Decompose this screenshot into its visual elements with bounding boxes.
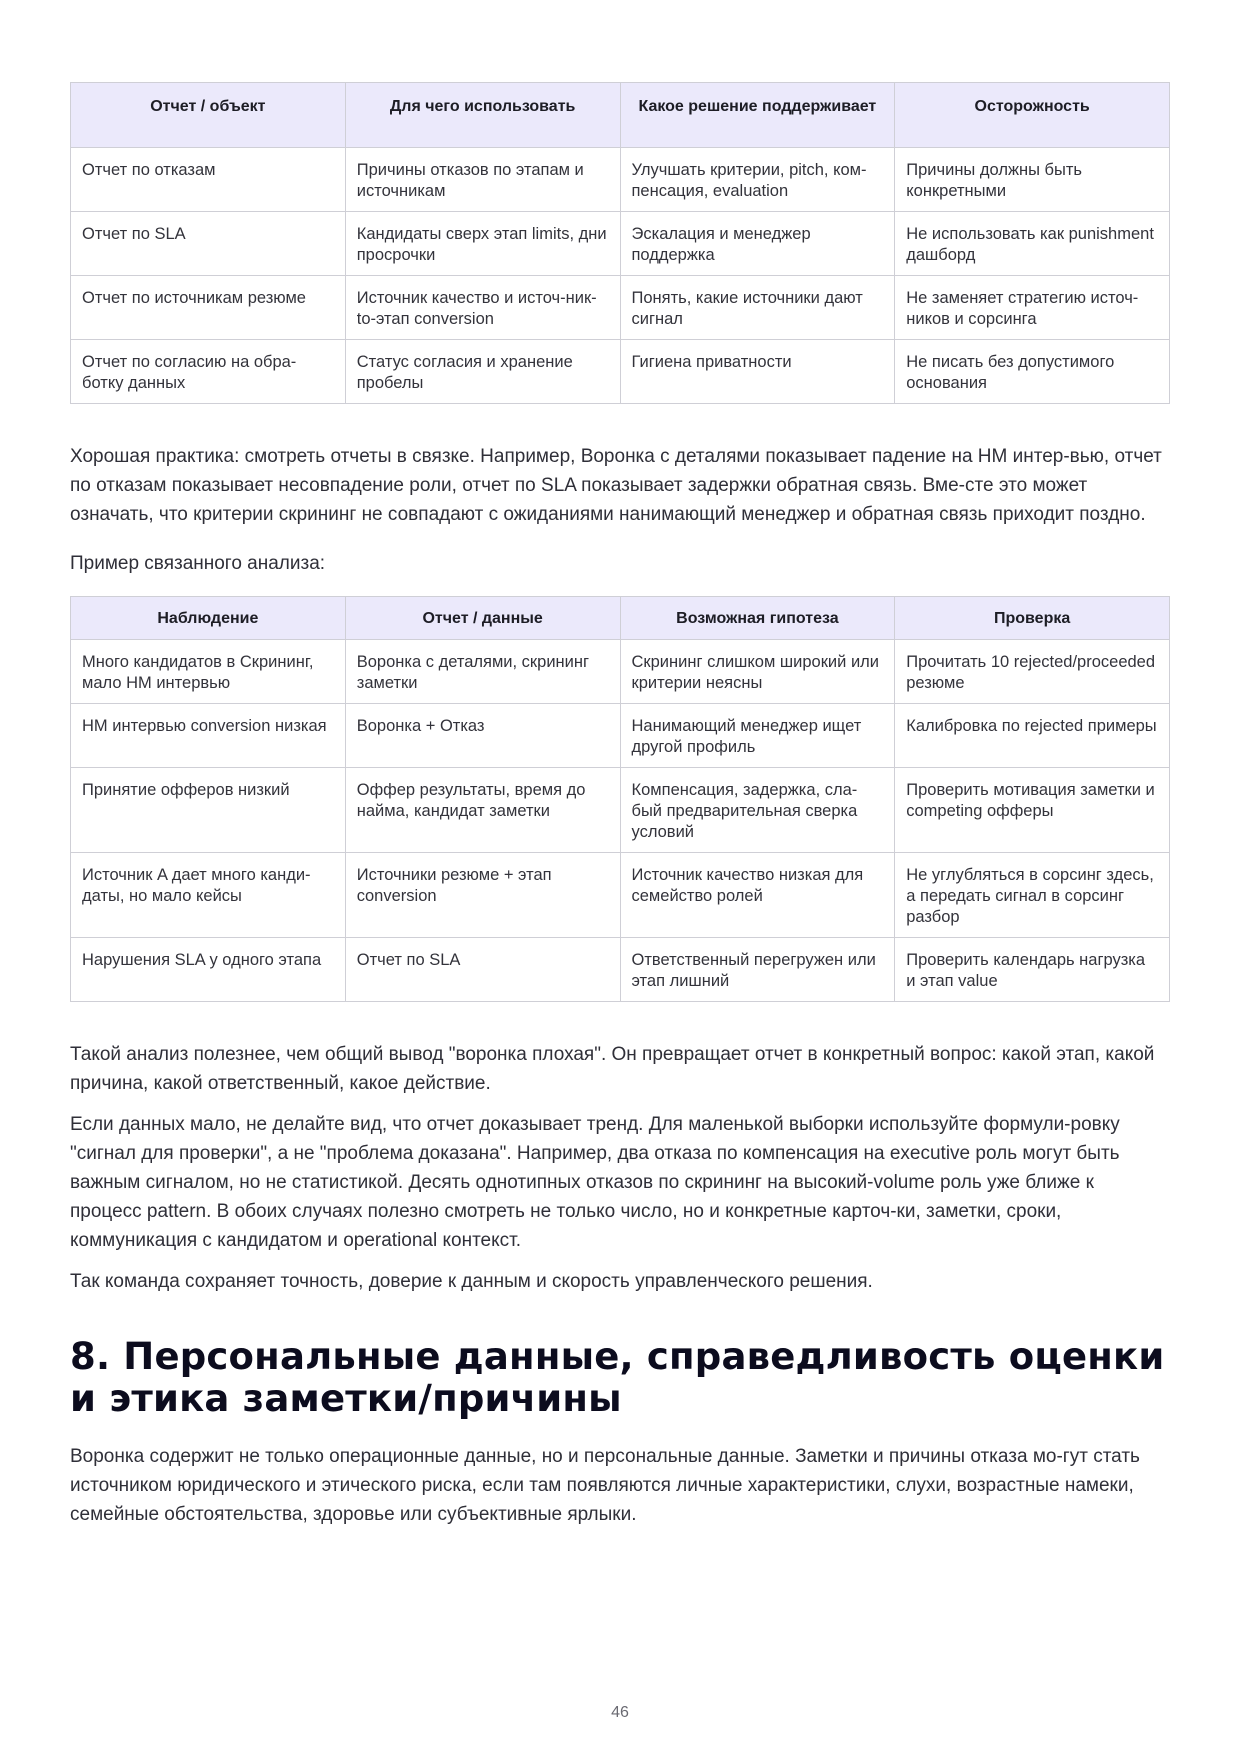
paragraph: Хорошая практика: смотреть отчеты в связке. Например, Воронка с деталями показывает падение на HM интер-вью, отчет по отказам показывает несовпадение роли, отчет по SLA показывает задержки обратная связь. Вме-сте это может означать, что критерии скрининг не совпадают с ожиданиями нанимающий менеджер и обратная связь приходит поздно. [70, 446, 1162, 525]
table-cell: Отчет по SLA [345, 938, 620, 1002]
table-cell: Воронка с деталями, скрининг заметки [345, 640, 620, 704]
table-cell: Оффер результаты, время до найма, кандидат заметки [345, 768, 620, 853]
table-row [71, 853, 1170, 938]
table-cell: Понять, какие источники дают сигнал [620, 276, 895, 340]
table-header-cell: Проверка [895, 597, 1170, 640]
table-cell: Нарушения SLA у одного этапа [71, 938, 346, 1002]
table-cell: Компенсация, задержка, сла-бый предварительная сверка условий [620, 768, 895, 853]
paragraph: Воронка содержит не только операционные данные, но и персональные данные. Заметки и причины отказа мо-гут стать источником юридического и этического риска, если там появляются личные характеристики, слухи, возрастные намеки, семейные обстоятельства, здоровье или субъективные ярлыки. [70, 1446, 1140, 1525]
table-cell: Кандидаты сверх этап limits, дни просрочки [345, 212, 620, 276]
table-cell: Улучшать критерии, pitch, ком-пенсация, evaluation [620, 148, 895, 212]
analysis-table [70, 596, 1170, 1002]
page-number: 46 [611, 1704, 629, 1721]
table-cell: Не заменяет стратегию источ-ников и сорсинга [895, 276, 1170, 340]
paragraph: Такой анализ полезнее, чем общий вывод "воронка плохая". Он превращает отчет в конкретный вопрос: какой этап, какой причина, какой ответственный, какое действие. [70, 1044, 1155, 1094]
table-cell: Прочитать 10 rejected/proceeded резюме [895, 640, 1170, 704]
table-cell: Причины должны быть конкретными [895, 148, 1170, 212]
table-cell: Принятие офферов низкий [71, 768, 346, 853]
table-header-row [71, 83, 1170, 148]
table-cell: Отчет по источникам резюме [71, 276, 346, 340]
page-content [70, 82, 1170, 1529]
table-header-cell: Осторожность [895, 83, 1170, 148]
table-row [71, 640, 1170, 704]
table-row [71, 148, 1170, 212]
paragraph: Так команда сохраняет точность, доверие к данным и скорость управленческого решения. [70, 1271, 873, 1292]
table-header-cell: Возможная гипотеза [620, 597, 895, 640]
table-row [71, 276, 1170, 340]
table-row [71, 340, 1170, 404]
table-cell: Эскалация и менеджер поддержка [620, 212, 895, 276]
table-cell: Источник качество низкая для семейство ролей [620, 853, 895, 938]
table-row [71, 704, 1170, 768]
table-cell: Отчет по SLA [71, 212, 346, 276]
table-cell: HM интервью conversion низкая [71, 704, 346, 768]
paragraph: Если данных мало, не делайте вид, что отчет доказывает тренд. Для маленькой выборки используйте формули-ровку "сигнал для проверки", а не "проблема доказана". Например, два отказа по компенсация на executive роль могут быть важным сигналом, но не статистикой. Десять однотипных отказов по скрининг на высокий-volume роль уже ближе к процесс pattern. В обоих случаях полезно смотреть не только число, но и конкретные карточ-ки, заметки, сроки, коммуникация с кандидатом и operational контекст. [70, 1114, 1120, 1251]
table-cell: Много кандидатов в Скрининг, мало HM интервью [71, 640, 346, 704]
table-header-cell: Отчет / объект [71, 83, 346, 148]
table-cell: Скрининг слишком широкий или критерии неясны [620, 640, 895, 704]
table-cell: Источники резюме + этап conversion [345, 853, 620, 938]
table-cell: Отчет по отказам [71, 148, 346, 212]
table-row [71, 768, 1170, 853]
table-cell: Проверить календарь нагрузка и этап value [895, 938, 1170, 1002]
table-cell: Калибровка по rejected примеры [895, 704, 1170, 768]
table-header-row [71, 597, 1170, 640]
section-heading: 8. Персональные данные, справедливость оценки и этика заметки/причины [70, 1335, 1165, 1420]
table-row [71, 938, 1170, 1002]
table-header-cell: Наблюдение [71, 597, 346, 640]
table-cell: Ответственный перегружен или этап лишний [620, 938, 895, 1002]
table-cell: Отчет по согласию на обра-ботку данных [71, 340, 346, 404]
table-cell: Не углубляться в сорсинг здесь, а передать сигнал в сорсинг разбор [895, 853, 1170, 938]
table-cell: Статус согласия и хранение пробелы [345, 340, 620, 404]
table-row [71, 212, 1170, 276]
table-cell: Гигиена приватности [620, 340, 895, 404]
table-cell: Источник A дает много канди-даты, но мало кейсы [71, 853, 346, 938]
table-cell: Не писать без допустимого основания [895, 340, 1170, 404]
table-header-cell: Какое решение поддерживает [620, 83, 895, 148]
table-header-cell: Отчет / данные [345, 597, 620, 640]
table-cell: Нанимающий менеджер ищет другой профиль [620, 704, 895, 768]
table-cell: Воронка + Отказ [345, 704, 620, 768]
table-cell: Источник качество и источ-ник-to-этап conversion [345, 276, 620, 340]
table-cell: Причины отказов по этапам и источникам [345, 148, 620, 212]
table-cell: Не использовать как punishment дашборд [895, 212, 1170, 276]
table-header-cell: Для чего использовать [345, 83, 620, 148]
reports-table [70, 82, 1170, 404]
paragraph: Пример связанного анализа: [70, 553, 326, 574]
table-cell: Проверить мотивация заметки и competing офферы [895, 768, 1170, 853]
